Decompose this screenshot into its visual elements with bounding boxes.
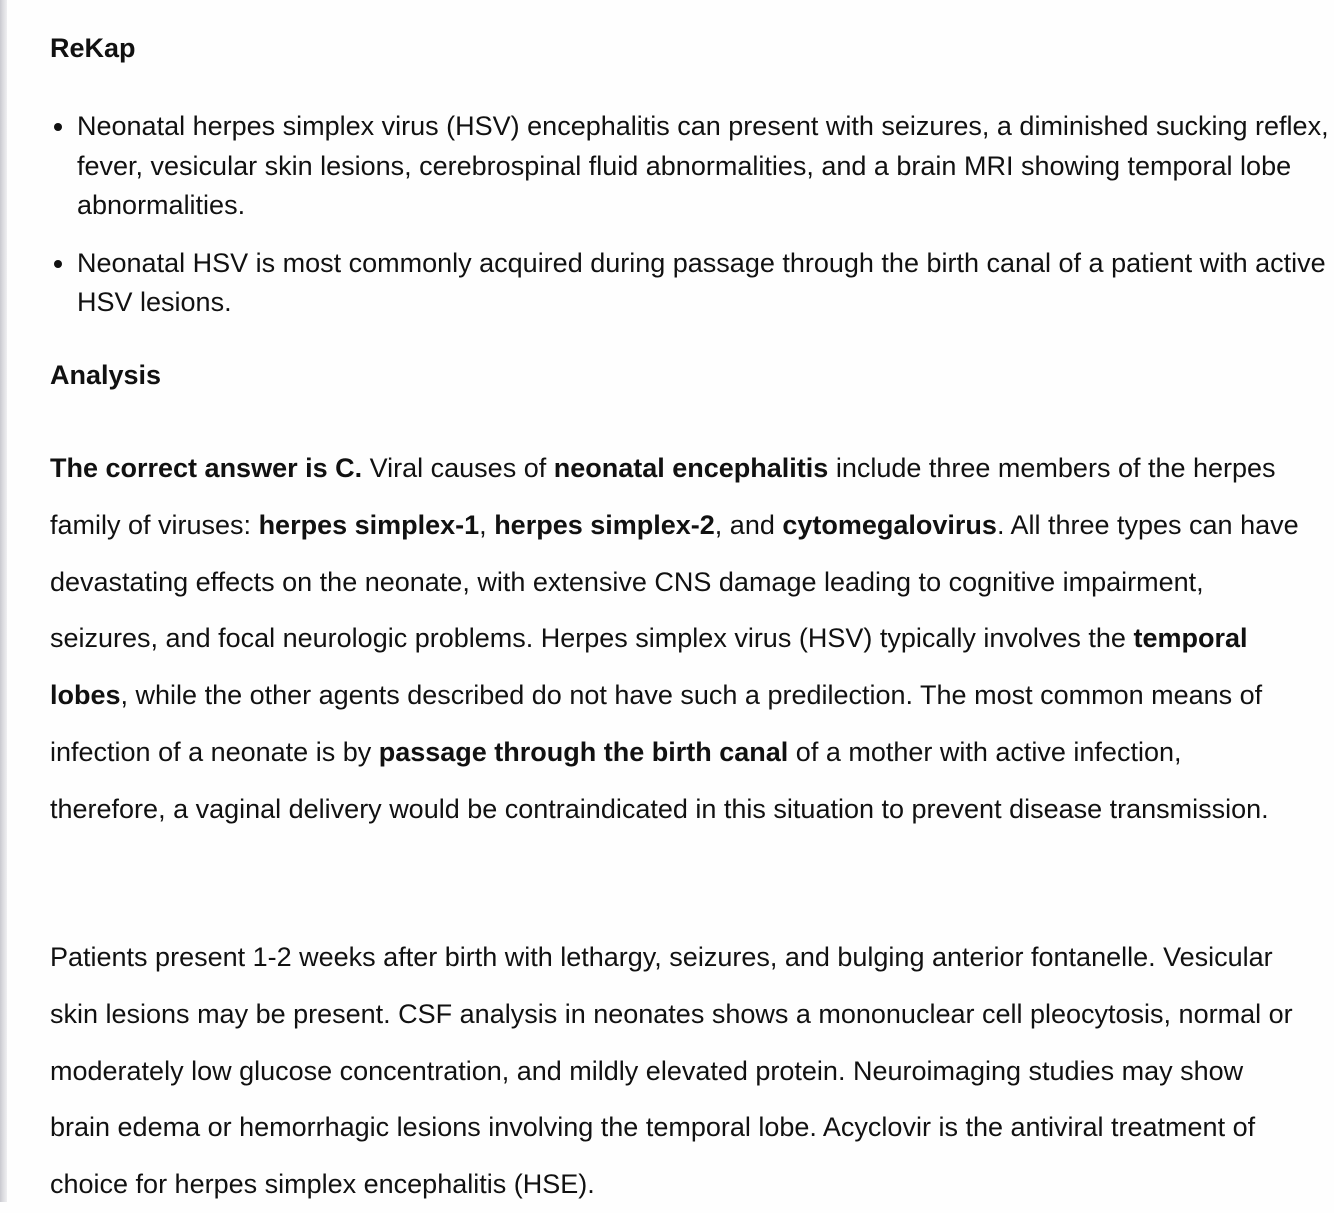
text-segment: , and bbox=[714, 509, 783, 540]
bold-term: temporal lobes bbox=[50, 623, 1248, 711]
window-left-edge bbox=[0, 0, 7, 1202]
correct-answer-statement: The correct answer is C. bbox=[50, 453, 363, 483]
text-segment: , while the other agents described do not have such a predilection. The most common means of infection of a neonate is by bbox=[50, 680, 1263, 767]
rekap-bullet-item: Neonatal HSV is most commonly acquired during passage through the birth canal of a patient with active HSV lesions. bbox=[77, 244, 1334, 323]
bold-term: neonatal encephalitis bbox=[553, 453, 829, 483]
analysis-paragraph-1 bbox=[50, 440, 1300, 838]
analysis-paragraph-2: Patients present 1-2 weeks after birth with lethargy, seizures, and bulging anterior fontanelle. Vesicular skin lesions may be present. CSF analysis in neonates shows a mononuclear cell pleocytosis, normal or moderately low glucose concentration, and mildly elevated protein. Neuroimaging studies may show brain edema or hemorrhagic lesions involving the temporal lobe. Acyclovir is the antiviral treatment of choice for herpes simplex encephalitis (HSE). bbox=[50, 942, 1293, 1200]
analysis-heading: Analysis bbox=[50, 360, 162, 390]
bold-term: cytomegalovirus bbox=[782, 509, 997, 540]
text-segment: of a mother with active infection, therefore, a vaginal delivery would be contraindicated in this situation to prevent disease transmission. bbox=[50, 736, 1269, 824]
text-segment: , bbox=[479, 509, 495, 540]
text-segment: . All three types can have devastating effects on the neonate, with extensive CNS damage leading to cognitive impairment, seizures, and focal neurologic problems. Herpes simplex virus (HSV) typically involves the bbox=[50, 509, 1299, 654]
rekap-bullet-list bbox=[50, 107, 1334, 341]
text-segment: include three members of the herpes family of viruses: bbox=[50, 453, 1276, 540]
bold-term: passage through the birth canal bbox=[378, 736, 789, 767]
text-segment: Viral causes of bbox=[362, 453, 554, 483]
bold-term: herpes simplex-1 bbox=[258, 509, 480, 540]
rekap-bullet-item: Neonatal herpes simplex virus (HSV) encephalitis can present with seizures, a diminished sucking reflex, fever, vesicular skin lesions, cerebrospinal fluid abnormalities, and a brain MRI showing temporal lobe abnormalities. bbox=[77, 107, 1334, 226]
rekap-heading: ReKap bbox=[50, 33, 136, 63]
bold-term: herpes simplex-2 bbox=[494, 509, 715, 540]
